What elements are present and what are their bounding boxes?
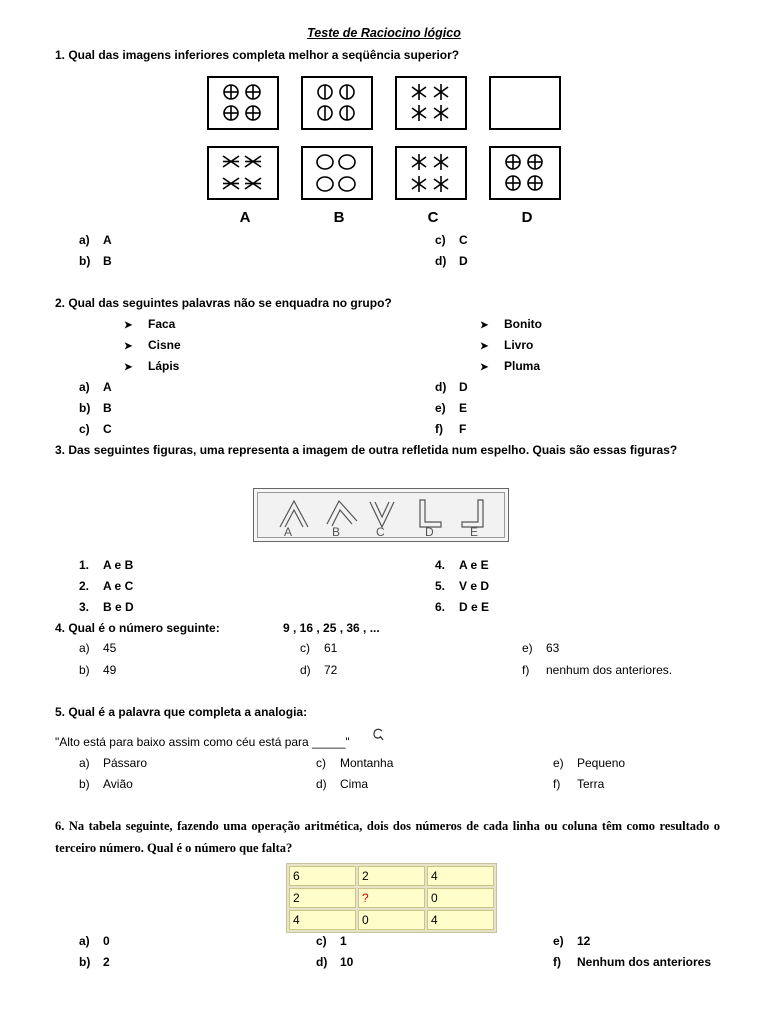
sequence-box-empty: [489, 76, 561, 130]
missing-number-cell: ?: [358, 888, 425, 908]
q3-option-1[interactable]: [79, 558, 133, 572]
figure-label-b: B: [332, 525, 341, 539]
option-letter: c): [300, 641, 310, 655]
table-cell: 0: [427, 888, 494, 908]
q4-option-d[interactable]: [300, 663, 337, 677]
option-letter: e): [553, 934, 564, 948]
mirror-figures-panel: [253, 488, 509, 542]
figure-label-c: C: [376, 525, 385, 539]
arrow-bullet-icon: ➤: [480, 320, 489, 331]
analogy-prompt: "Alto está para baixo assim como céu está para _____": [55, 735, 350, 749]
q6-option-d[interactable]: [316, 955, 353, 969]
answer-box-b[interactable]: [301, 146, 373, 200]
q5-option-e[interactable]: [553, 756, 625, 770]
option-text: F: [459, 422, 467, 436]
q5-option-f[interactable]: [553, 777, 604, 791]
option-text: A e B: [103, 558, 134, 572]
word-text: Pluma: [504, 359, 541, 373]
word-text: Faca: [148, 317, 176, 331]
q4-option-f[interactable]: [522, 663, 672, 677]
option-letter: 3.: [79, 600, 90, 614]
word-text: Bonito: [504, 317, 542, 331]
q1-option-a[interactable]: [79, 233, 112, 247]
word-item: [124, 338, 181, 352]
circles-cross-icon: [491, 148, 559, 198]
answer-box-a[interactable]: [207, 146, 279, 200]
option-letter: a): [79, 641, 90, 655]
q2-option-c[interactable]: [79, 422, 112, 436]
word-text: Cisne: [148, 338, 181, 352]
q3-option-3[interactable]: [79, 600, 134, 614]
option-letter: a): [79, 934, 90, 948]
q2-option-e[interactable]: [435, 401, 467, 415]
option-text: V e D: [459, 579, 490, 593]
option-text: C: [103, 422, 112, 436]
word-item: [124, 317, 175, 331]
q2-option-b[interactable]: [79, 401, 112, 415]
option-text: A: [103, 380, 112, 394]
option-text: 10: [340, 955, 354, 969]
arrow-bullet-icon: ➤: [124, 320, 133, 331]
option-letter: b): [79, 254, 91, 268]
option-letter: 2.: [79, 579, 90, 593]
option-letter: d): [300, 663, 311, 677]
answer-box-c[interactable]: [395, 146, 467, 200]
word-item: [480, 317, 542, 331]
option-text: Pequeno: [577, 756, 626, 770]
question-2-text: 2. Qual das seguintes palavras não se enquadra no grupo?: [55, 296, 392, 310]
q6-option-a[interactable]: [79, 934, 110, 948]
number-sequence: 9 , 16 , 25 , 36 , ...: [283, 621, 380, 635]
figure-label-a: A: [284, 525, 293, 539]
q6-option-c[interactable]: [316, 934, 347, 948]
table-row: [289, 888, 494, 908]
arrow-bullet-icon: ➤: [124, 362, 133, 373]
sequence-box-1: [207, 76, 279, 130]
word-item: [124, 359, 179, 373]
option-letter: b): [79, 401, 91, 415]
question-3-text: 3. Das seguintes figuras, uma representa a imagem de outra refletida num espelho. Quais são essas figuras?: [55, 443, 678, 457]
q5-option-c[interactable]: [316, 756, 393, 770]
sequence-box-2: [301, 76, 373, 130]
option-letter: c): [79, 422, 90, 436]
option-letter: d): [316, 955, 328, 969]
figure-label-d: D: [425, 525, 434, 539]
word-item: [480, 338, 533, 352]
option-text: A e E: [459, 558, 489, 572]
q2-option-f[interactable]: [435, 422, 466, 436]
question-4-text: 4. Qual é o número seguinte:: [55, 621, 220, 635]
q1-option-b[interactable]: [79, 254, 112, 268]
option-letter: e): [522, 641, 533, 655]
option-text: D: [459, 380, 468, 394]
option-text: A: [103, 233, 112, 247]
q3-option-2[interactable]: [79, 579, 133, 593]
option-text: E: [459, 401, 468, 415]
option-text: B e D: [103, 600, 134, 614]
box-label-d: D: [521, 209, 533, 226]
option-letter: f): [522, 663, 530, 677]
option-text: 49: [103, 663, 117, 677]
option-letter: b): [79, 663, 90, 677]
empty-circles-icon: [303, 148, 371, 198]
table-cell: 2: [358, 866, 425, 886]
q6-option-f[interactable]: [553, 955, 711, 969]
option-letter: d): [316, 777, 327, 791]
option-text: 1: [340, 934, 347, 948]
table-cell: 4: [427, 910, 494, 930]
option-letter: a): [79, 380, 90, 394]
arrow-bullet-icon: ➤: [480, 341, 489, 352]
option-text: 0: [103, 934, 110, 948]
option-text: Nenhum dos anteriores: [577, 955, 712, 969]
table-cell: 0: [358, 910, 425, 930]
number-grid: [286, 863, 497, 933]
option-text: D e E: [459, 600, 490, 614]
option-text: 72: [324, 663, 338, 677]
table-cell: 4: [427, 866, 494, 886]
q5-option-b[interactable]: [79, 777, 133, 791]
question-1-text: 1. Qual das imagens inferiores completa melhor a seqüência superior?: [55, 48, 460, 62]
q5-option-a[interactable]: [79, 756, 147, 770]
option-text: nenhum dos anteriores.: [546, 663, 673, 677]
question-5-text: 5. Qual é a palavra que completa a analogia:: [55, 705, 308, 719]
option-letter: d): [435, 380, 447, 394]
option-letter: 6.: [435, 600, 446, 614]
option-text: 63: [546, 641, 560, 655]
table-cell: 6: [289, 866, 356, 886]
arrow-bullet-icon: ➤: [124, 341, 133, 352]
option-letter: 4.: [435, 558, 446, 572]
asterisks-icon: [397, 148, 465, 198]
option-letter: d): [435, 254, 447, 268]
q3-option-4[interactable]: [435, 558, 489, 572]
answer-box-d[interactable]: [489, 146, 561, 200]
box-label-b: B: [333, 209, 345, 226]
option-text: 12: [577, 934, 591, 948]
option-letter: f): [553, 955, 561, 969]
option-text: Cima: [340, 777, 369, 791]
option-text: 61: [324, 641, 338, 655]
option-text: B: [103, 401, 112, 415]
word-text: Livro: [504, 338, 534, 352]
table-cell: 2: [289, 888, 356, 908]
scribble-mark-icon: [371, 727, 385, 743]
table-row: [289, 910, 494, 930]
option-letter: a): [79, 233, 90, 247]
q1-option-d[interactable]: [435, 254, 468, 268]
option-letter: c): [316, 934, 327, 948]
q3-option-5[interactable]: [435, 579, 489, 593]
word-text: Lápis: [148, 359, 180, 373]
q4-option-b[interactable]: [79, 663, 116, 677]
box-label-a: A: [239, 209, 251, 226]
option-text: C: [459, 233, 468, 247]
page-title: Teste de Raciocino lógico: [307, 26, 461, 40]
box-label-c: C: [427, 209, 439, 226]
option-letter: b): [79, 777, 90, 791]
option-text: Avião: [103, 777, 133, 791]
option-letter: c): [435, 233, 446, 247]
question-6-text: 6. Na tabela seguinte, fazendo uma operação aritmética, dois dos números de cada linha ou coluna têm como resultado o terceiro número. Qual é o número que falta?: [55, 819, 720, 855]
option-text: 2: [103, 955, 110, 969]
asterisks-icon: [397, 78, 465, 128]
arrow-bullet-icon: ➤: [480, 362, 489, 373]
q4-option-c[interactable]: [300, 641, 337, 655]
option-letter: f): [553, 777, 561, 791]
q2-option-a[interactable]: [79, 380, 112, 394]
option-letter: b): [79, 955, 91, 969]
q6-option-e[interactable]: [553, 934, 590, 948]
circles-cross-icon: [209, 78, 277, 128]
q4-option-e[interactable]: [522, 641, 559, 655]
option-letter: f): [435, 422, 443, 436]
option-text: Pássaro: [103, 756, 148, 770]
option-letter: e): [435, 401, 446, 415]
table-cell: 4: [289, 910, 356, 930]
circles-vertical-line-icon: [303, 78, 371, 128]
q2-option-d[interactable]: [435, 380, 468, 394]
option-text: B: [103, 254, 112, 268]
option-text: D: [459, 254, 468, 268]
option-letter: a): [79, 756, 90, 770]
q5-option-d[interactable]: [316, 777, 368, 791]
option-text: 45: [103, 641, 117, 655]
sequence-box-3: [395, 76, 467, 130]
option-letter: e): [553, 756, 564, 770]
table-row: [289, 866, 494, 886]
x-marks-icon: [209, 148, 277, 198]
q3-option-6[interactable]: [435, 600, 489, 614]
option-letter: 5.: [435, 579, 446, 593]
q6-option-b[interactable]: [79, 955, 110, 969]
word-item: [480, 359, 540, 373]
option-letter: c): [316, 756, 326, 770]
option-letter: 1.: [79, 558, 90, 572]
option-text: A e C: [103, 579, 134, 593]
figure-label-e: E: [470, 525, 479, 539]
option-text: Montanha: [340, 756, 394, 770]
q4-option-a[interactable]: [79, 641, 116, 655]
option-text: Terra: [577, 777, 605, 791]
q1-option-c[interactable]: [435, 233, 468, 247]
